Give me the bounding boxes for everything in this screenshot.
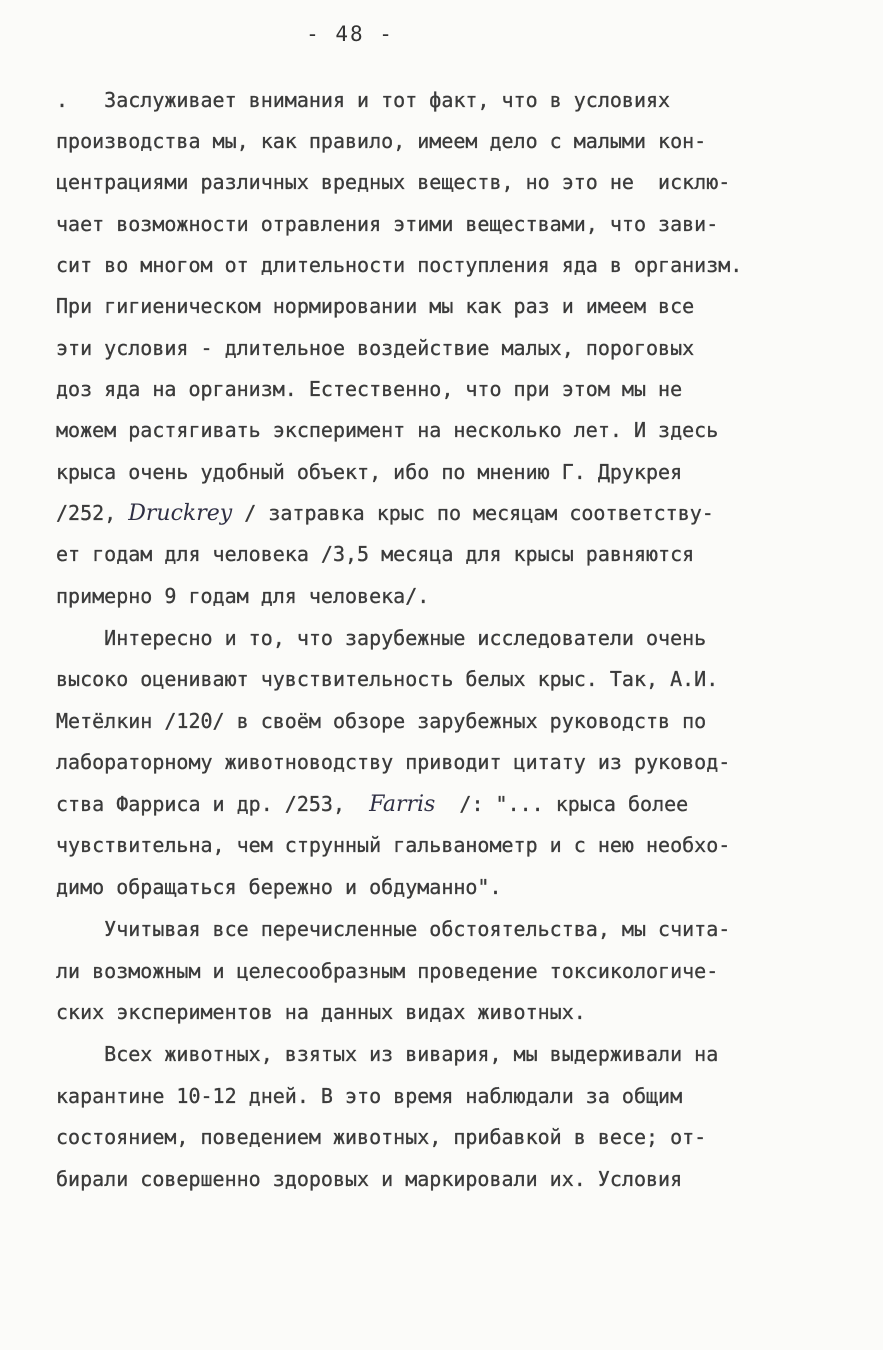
text-line: . Заслуживает внимания и тот факт, что в условиях [56, 88, 671, 112]
text-line: При гигиеническом нормировании мы как раз и имеем все [56, 294, 695, 318]
text-line: сит во многом от длительности поступления яда в организм. [56, 253, 743, 277]
text-line: центрациями различных вредных веществ, но это не исклю- [56, 170, 731, 194]
text-line: производства мы, как правило, имеем дело с малыми кон- [56, 129, 707, 153]
text-line: высоко оценивают чувствительность белых крыс. Так, А.И. [56, 667, 719, 691]
text-line: ских экспериментов на данных видах животных. [56, 1000, 586, 1024]
text-line: Учитывая все перечисленные обстоятельства, мы счита- [56, 917, 731, 941]
text-line: доз яда на организм. Естественно, что при этом мы не [56, 377, 683, 401]
text-line: ет годам для человека /3,5 месяца для крысы равняются [56, 542, 695, 566]
text-line: крыса очень удобный объект, ибо по мнению Г. Друкрея [56, 460, 683, 484]
text-fragment: /252, [56, 501, 129, 525]
handwritten-name: Druckrey [128, 501, 233, 526]
text-line: можем растягивать эксперимент на несколько лет. И здесь [56, 418, 719, 442]
text-line-with-handwriting [56, 499, 714, 527]
text-fragment: / затравка крыс по месяцам соответству- [232, 501, 714, 525]
text-line: чает возможности отравления этими веществами, что зави- [56, 212, 719, 236]
text-line: димо обращаться бережно и обдуманно". [56, 875, 502, 899]
text-line-with-handwriting [56, 790, 688, 818]
handwritten-name: Farris [369, 792, 436, 817]
text-line: Интересно и то, что зарубежные исследователи очень [56, 626, 707, 650]
text-line: Всех животных, взятых из вивария, мы выдерживали на [56, 1042, 719, 1066]
text-line: эти условия - длительное воздействие малых, пороговых [56, 336, 695, 360]
page-number: - 48 - [306, 22, 394, 46]
text-line: состоянием, поведением животных, прибавкой в весе; от- [56, 1125, 707, 1149]
text-line: карантине 10-12 дней. В это время наблюдали за общим [56, 1084, 683, 1108]
text-line: бирали совершенно здоровых и маркировали их. Условия [56, 1167, 683, 1191]
text-line: лабораторному животноводству приводит цитату из руковод- [56, 750, 731, 774]
text-line: ли возможным и целесообразным проведение токсикологиче- [56, 959, 719, 983]
text-line: чувствительна, чем струнный гальванометр и с нею необхо- [56, 833, 731, 857]
text-fragment: /: "... крыса более [435, 792, 689, 816]
text-line: Метёлкин /120/ в своём обзоре зарубежных руководств по [56, 709, 707, 733]
text-fragment: ства Фарриса и др. /253, [56, 792, 370, 816]
text-line: примерно 9 годам для человека/. [56, 584, 430, 608]
